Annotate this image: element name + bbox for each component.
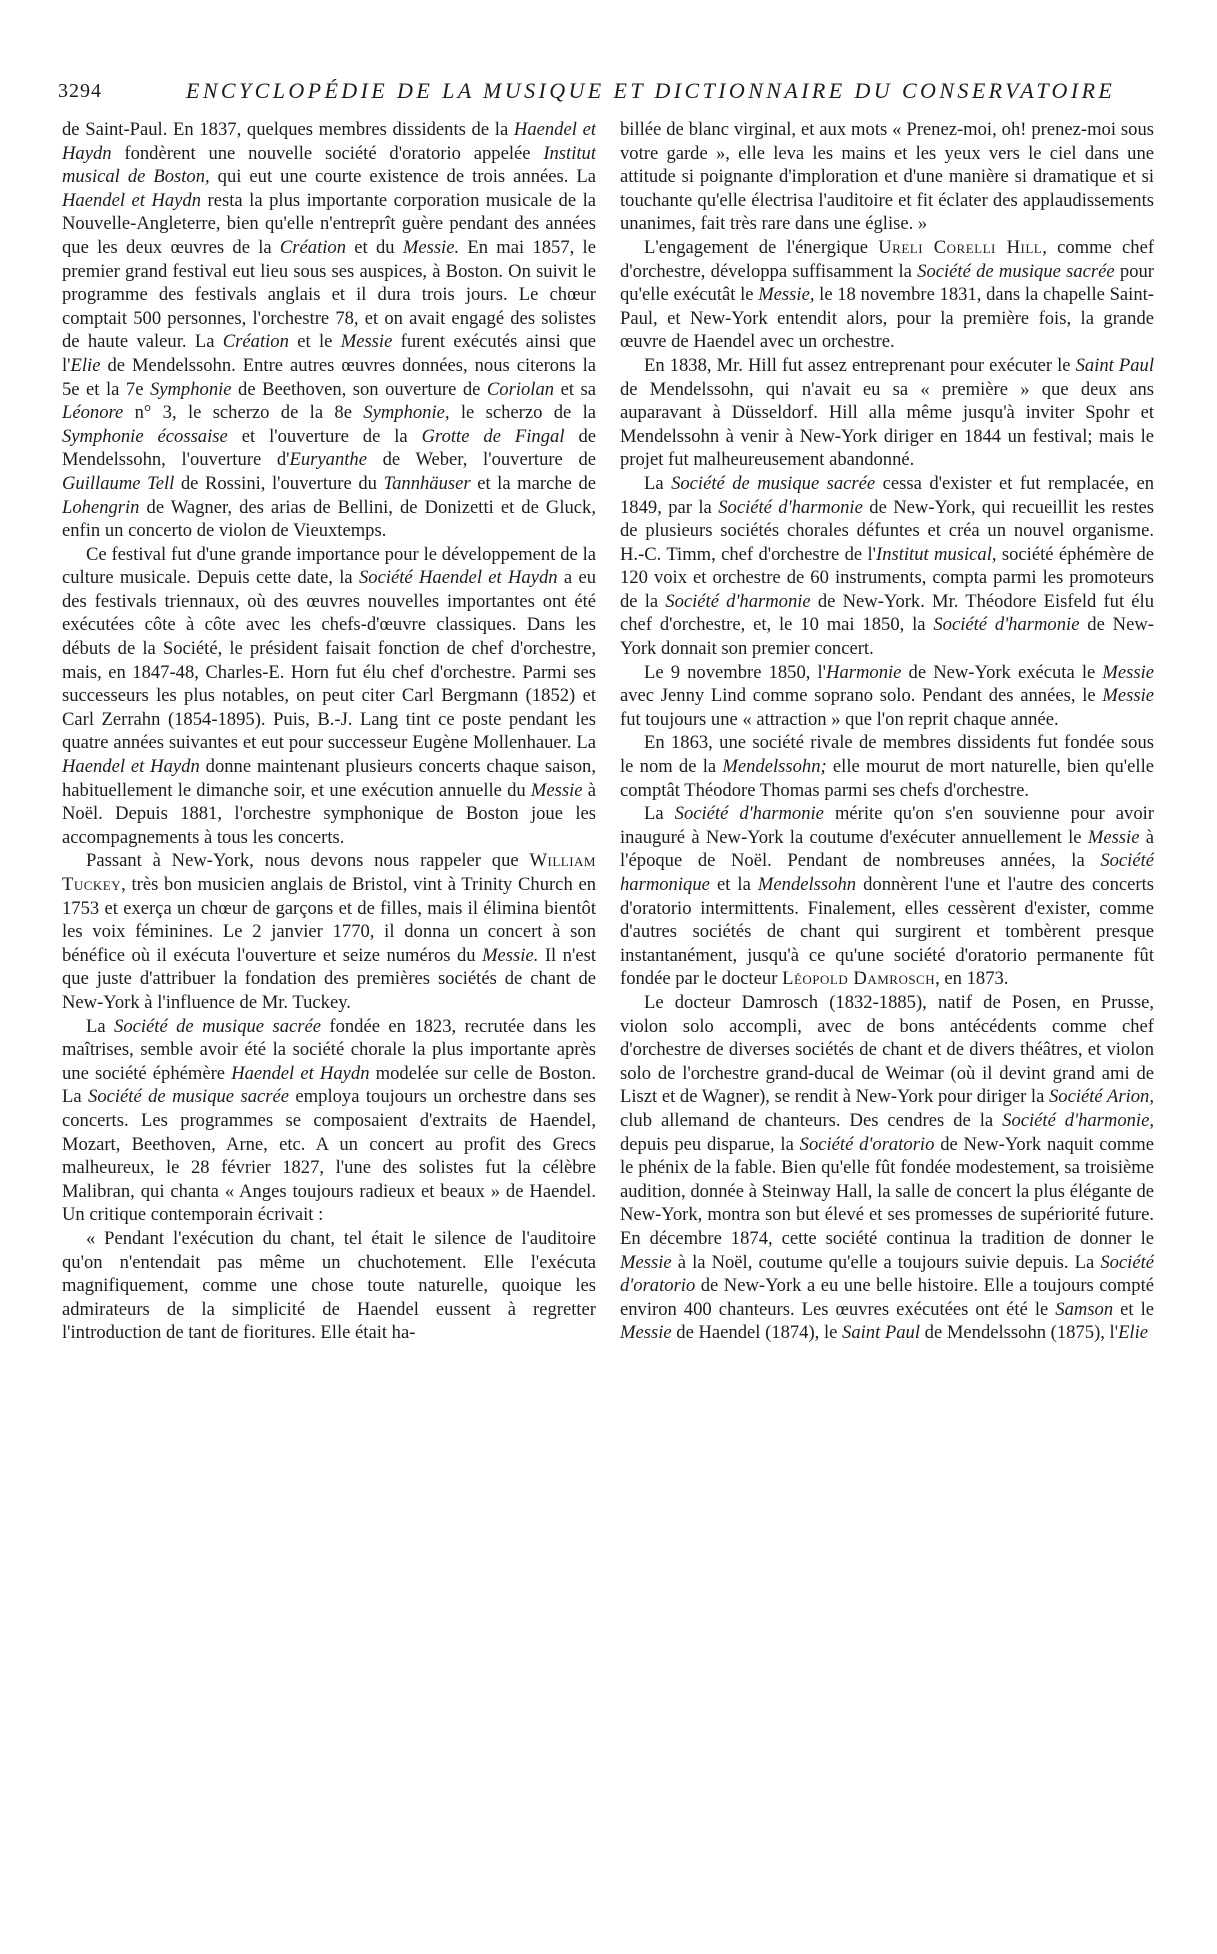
text-run: et l'ouverture de la <box>227 425 422 447</box>
italic-run: Société d'harmonie <box>674 803 824 825</box>
italic-run: Coriolan <box>486 378 555 400</box>
text-run: fondée en 1823, recrutée dans les maîtrises, semble avoir été la société chorale la plus importante après une société éphémère <box>62 1015 596 1084</box>
italic-run: Saint Paul <box>1075 354 1154 376</box>
italic-run: Haendel et Haydn <box>62 756 200 778</box>
paragraph <box>62 118 596 543</box>
text-run: donne maintenant plusieurs concerts chaque saison, habituellement le dimanche soir, et une exécution annuelle du <box>62 756 596 801</box>
italic-run: Société d'oratorio <box>620 1251 1154 1297</box>
italic-run: Messie <box>1102 685 1154 707</box>
italic-run: Euryanthe <box>289 449 367 471</box>
italic-run: Grotte de Fingal <box>421 425 565 447</box>
italic-run: Société de musique sacrée <box>114 1015 321 1037</box>
text-run: L'engagement de l'énergique <box>644 236 879 258</box>
text-run: Passant à New-York, nous devons nous rappeler que <box>86 850 530 872</box>
paragraph <box>620 354 1154 472</box>
paragraph <box>620 802 1154 991</box>
text-run: Le 9 novembre 1850, l' <box>644 661 827 683</box>
text-run: depuis peu disparue, la <box>620 1133 800 1155</box>
text-run: société éphémère de 120 voix et orchestre de 60 instruments, compta parmi les promoteurs de la <box>620 543 1154 612</box>
page-number: 3294 <box>58 80 102 102</box>
text-run: fondèrent une nouvelle société d'oratorio appelée <box>111 142 544 164</box>
text-run: de Haendel (1874), le <box>671 1322 843 1344</box>
text-run: « Pendant l'exécution du chant, tel était le silence de l'auditoire qu'on n'entendait pas même un chuchotement. Elle l'exécuta magnifiquement, comme une chose toute naturelle, quoique les admirateurs de la simplicité de Haendel eussent à regretter l'introduction de tant de fioritures. Elle était ha- <box>62 1227 596 1344</box>
italic-run: Messie <box>620 1322 672 1344</box>
text-run: Il n'est que juste d'attribuer la fondation des premières sociétés de chant de New-York à l'influence de Mr. Tuckey. <box>62 944 596 1013</box>
italic-run: Société Arion, <box>1049 1086 1154 1108</box>
text-run: de New-York. Mr. Théodore Eisfeld fut élu chef d'orchestre, et, le 10 mai 1850, la <box>620 590 1154 636</box>
italic-run: Société de musique sacrée <box>917 260 1115 282</box>
text-run: En 1863, une société rivale de membres dissidents fut fondée sous le nom de la <box>620 732 1154 778</box>
text-run: à l'époque de Noël. Pendant de nombreuses années, la <box>620 826 1154 872</box>
text-run: de New-York a eu une belle histoire. Elle a toujours compté environ 400 chanteurs. Les œuvres exécutées ont été le <box>620 1275 1154 1320</box>
italic-run: Société d'harmonie <box>665 590 811 612</box>
italic-run: Messie <box>620 1251 672 1273</box>
small-caps-name: Ureli Corelli Hill <box>878 236 1043 258</box>
text-run: et la marche de <box>470 472 596 494</box>
italic-run: Société Haendel et Haydn <box>359 567 558 589</box>
italic-run: Messie, <box>758 284 815 306</box>
italic-run: Symphonie écossaise <box>62 425 228 447</box>
text-run: billée de blanc virginal, et aux mots « Prenez-moi, oh! prenez-moi sous votre garde », elle leva les mains et les yeux vers le ciel dans une attitude si poignante d'imploration et d'une manière si dramatique et si touchante qu'elle électrisa l'auditoire et fit éclater des applaudissements unanimes, fait très rare dans une église. » <box>620 119 1154 235</box>
italic-run: Société harmonique <box>620 850 1154 895</box>
italic-run: Elie <box>1118 1322 1149 1344</box>
text-run: donnèrent l'une et l'autre des concerts d'oratorio intermittents. Finalement, elles cessèrent d'exister, comme d'autres sociétés de chant qui surgirent et tombèrent presque instantanément, jusqu'à ce qu'une société d'oratorio permanente fût fondée par le docteur <box>620 874 1154 990</box>
text-run: de New-York exécuta le <box>901 661 1103 683</box>
text-run: Le docteur Damrosch (1832-1885), natif de Posen, en Prusse, violon solo accompli, avec de bons antécédents comme chef d'orchestre de diverses sociétés de chant et de divers théâtres, et violon solo de l'orchestre grand-ducal de Weimar (où il devint grand ami de Liszt et de Wagner), se rendit à New-York pour diriger la <box>620 991 1154 1108</box>
italic-run: Création <box>222 331 289 353</box>
italic-run: Symphonie, <box>363 402 450 424</box>
text-run: à la Noël, coutume qu'elle a toujours suivie depuis. La <box>671 1251 1101 1273</box>
text-run: La <box>86 1015 115 1037</box>
italic-run: Société de musique sacrée <box>88 1086 290 1108</box>
text-run: à Noël. Depuis 1881, l'orchestre symphonique de Boston joue les accompagnements à tous les concerts. <box>62 779 596 848</box>
text-run: de Mendelssohn. Entre autres œuvres données, nous citerons la 5e et la 7e <box>62 354 596 400</box>
paragraph <box>620 661 1154 732</box>
text-run: de Wagner, des arias de Bellini, de Donizetti et de Gluck, enfin un concerto de violon de Vieuxtemps. <box>62 496 596 542</box>
italic-run: Guillaume Tell <box>62 472 175 494</box>
text-run: mérite qu'on s'en souvienne pour avoir inauguré à New-York la coutume d'exécuter annuellement le <box>620 803 1154 848</box>
italic-run: Messie. <box>402 236 460 258</box>
italic-run: Messie <box>1087 826 1140 848</box>
italic-run: Société de musique sacrée <box>671 472 876 494</box>
page-header <box>58 78 1176 108</box>
italic-run: Mendelssohn <box>757 874 857 895</box>
text-run: et du <box>346 236 403 258</box>
paragraph <box>62 849 596 1014</box>
text-run: de Saint-Paul. En 1837, quelques membres dissidents de la <box>62 119 514 140</box>
italic-run: Haendel et Haydn <box>62 119 596 164</box>
text-run: de Beethoven, son ouverture de <box>231 378 487 400</box>
text-run: fut toujours une « attraction » que l'on reprit chaque année. <box>620 708 1059 730</box>
italic-run: Société d'harmonie <box>933 614 1080 636</box>
text-run: , en 1873. <box>935 968 1009 990</box>
italic-run: Mendelssohn; <box>722 756 827 778</box>
italic-run: Société d'harmonie, <box>1002 1109 1154 1131</box>
italic-run: Messie <box>340 331 393 353</box>
italic-run: Tannhäuser <box>383 472 471 494</box>
paragraph <box>62 1227 596 1345</box>
text-run: de Weber, l'ouverture de <box>366 449 596 471</box>
text-run: , comme chef d'orchestre, développa suffisamment la <box>620 236 1154 282</box>
paragraph <box>620 472 1154 661</box>
text-run: Ce festival fut d'une grande importance pour le développement de la culture musicale. Depuis cette date, la <box>62 543 596 589</box>
paragraph <box>620 731 1154 802</box>
text-run: a eu des festivals triennaux, où des œuvres nouvelles importantes ont été exécutées côte à côte avec les chefs-d'œuvre classiques. Dans les débuts de la Société, le président faisait fonction de chef d'orchestre, mais, en 1847-48, Charles-E. Horn fut élu chef d'orchestre. Parmi ses successeurs les plus notables, on peut citer Carl Bergmann (1852) et Carl Zerrahn (1854-1895). Puis, B.-J. Lang tint ce poste pendant les quatre années suivantes et eut pour successeur Eugène Mollenhauer. La <box>62 567 596 754</box>
italic-run: Société d'oratorio <box>799 1133 935 1155</box>
text-run: de New-York, qui recueillit les restes de plusieurs sociétés chorales défuntes et créa un nouvel organisme. H.-C. Timm, chef d'orchestre de l' <box>620 496 1154 565</box>
text-run: resta la plus importante corporation musicale de la Nouvelle-Angleterre, bien qu'elle n'entreprît guère pendant des années que les deux œuvres de la <box>62 189 596 258</box>
italic-run: Société d'harmonie <box>718 496 863 518</box>
text-run: , très bon musicien anglais de Bristol, vint à Trinity Church en 1753 et exerça un chœur de garçons et de filles, mais il élimina bientôt les voix féminines. Le 2 janvier 1770, il donna un concert à son bénéfice où il exécuta l'ouverture et seize numéros du <box>62 874 596 966</box>
paragraph <box>620 236 1154 354</box>
small-caps-name: William Tuckey <box>62 850 596 895</box>
italic-run: Saint Paul <box>842 1322 921 1344</box>
italic-run: Lohengrin <box>62 496 140 518</box>
text-run: et sa <box>554 378 596 400</box>
text-run: avec Jenny Lind comme soprano solo. Pendant des années, le <box>620 685 1103 707</box>
italic-run: Elie <box>70 354 101 376</box>
italic-run: Léonore <box>62 402 124 424</box>
text-run: modelée sur celle de Boston. La <box>62 1062 596 1108</box>
text-run: de Mendelssohn, l'ouverture d' <box>62 425 596 471</box>
text-run: le 18 novembre 1831, dans la chapelle Saint-Paul, et New-York entendit alors, pour la première fois, la grande œuvre de Haendel avec un orchestre. <box>620 284 1154 353</box>
paragraph <box>62 1015 596 1227</box>
text-run: La <box>644 803 675 825</box>
italic-run: Messie. <box>482 944 539 966</box>
italic-run: Institut musical, <box>876 543 997 565</box>
text-run: de Mendelssohn (1875), l' <box>920 1322 1119 1344</box>
running-title: ENCYCLOPÉDIE DE LA MUSIQUE ET DICTIONNAIRE DU CONSERVATOIRE <box>186 78 1116 103</box>
text-run: n° 3, le scherzo de la 8e <box>123 402 364 424</box>
text-run: furent exécutés ainsi que l' <box>62 331 596 376</box>
text-run: le scherzo de la <box>449 402 596 424</box>
text-run: En mai 1857, le premier grand festival eut lieu sous ses auspices, à Boston. On suivit le programme des festivals anglais et il dura trois jours. Le chœur comptait 500 personnes, l'orchestre 78, et on avait engagé des solistes de haute valeur. La <box>62 236 596 353</box>
text-run: elle mourut de mort naturelle, bien qu'elle comptât Théodore Thomas parmi ses chefs d'orchestre. <box>620 756 1154 801</box>
small-caps-name: Léopold Damrosch <box>782 968 936 990</box>
text-run: de Mendelssohn, qui n'avait eu sa « première » que deux ans auparavant à Düsseldorf. Hill alla même jusqu'à inviter Spohr et Mendelssohn à venir à New-York diriger en 1844 un festival; mais le projet fut malheureusement abandonné. <box>620 378 1154 471</box>
italic-run: Création <box>279 236 347 258</box>
italic-run: Symphonie <box>149 378 232 400</box>
italic-run: Haendel et Haydn <box>231 1062 370 1084</box>
text-run: de New-York donnait son premier concert. <box>620 614 1154 660</box>
italic-run: Haendel et Haydn <box>62 189 202 211</box>
text-run: cessa d'exister et fut remplacée, en 1849, par la <box>620 472 1154 518</box>
paragraph <box>620 991 1154 1345</box>
text-run: pour qu'elle exécutât le <box>620 260 1154 306</box>
text-run: En 1838, Mr. Hill fut assez entreprenant pour exécuter le <box>644 354 1076 376</box>
text-run: de Rossini, l'ouverture du <box>174 472 384 494</box>
text-run: de New-York naquit comme le phénix de la fable. Bien qu'elle fût fondée modestement, sa troisième audition, donnée à Steinway Hall, la salle de concert la plus élégante de New-York, montra son but élevé et ses promesses de supériorité future. En décembre 1874, cette société continua la tradition de donner le <box>620 1133 1154 1249</box>
paragraph <box>620 118 1154 236</box>
text-run: La <box>644 472 672 494</box>
italic-run: Institut musical de Boston, <box>62 142 596 188</box>
italic-run: Messie <box>1102 661 1154 683</box>
text-run: et la <box>709 874 758 895</box>
right-column <box>620 118 1154 1908</box>
text-run: et le <box>1113 1298 1154 1320</box>
text-run: qui eut une courte existence de trois années. La <box>209 166 596 188</box>
text-run: et le <box>288 331 341 353</box>
italic-run: Messie <box>530 779 583 801</box>
left-column <box>62 118 596 1908</box>
text-run: employa toujours un orchestre dans ses concerts. Les programmes se composaient d'extraits de Haendel, Mozart, Beethoven, Arne, etc. A un concert au profit des Grecs malheureux, le 28 février 1827, l'une des solistes fut la célèbre Malibran, qui chanta « Anges toujours radieux et beaux » de Haendel. Un critique contemporain écrivait : <box>62 1086 596 1226</box>
paragraph <box>62 543 596 850</box>
italic-run: Harmonie <box>826 661 902 683</box>
text-run: club allemand de chanteurs. Des cendres de la <box>620 1109 1003 1131</box>
italic-run: Samson <box>1055 1298 1114 1320</box>
